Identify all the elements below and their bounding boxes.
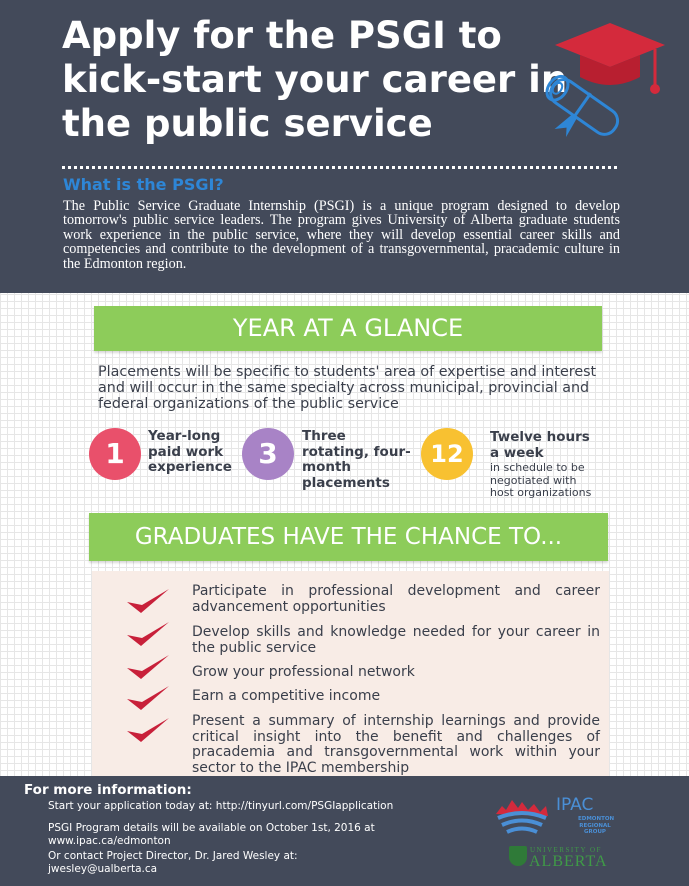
footer-heading: For more information: bbox=[24, 782, 192, 798]
footer-details-line: PSGI Program details will be available on October 1st, 2016 at www.ipac.ca/edmonton bbox=[48, 822, 375, 847]
placements-text: Placements will be specific to students' area of expertise and interest and will occur in the same specialty across municipal, provincial and federal organizations of the public service bbox=[98, 364, 597, 412]
university-of-label: UNIVERSITY OF bbox=[530, 846, 602, 854]
stat-title-3: Twelve hours a week bbox=[490, 429, 590, 461]
checkmark-icon bbox=[125, 620, 171, 650]
ipac-name: IPAC bbox=[556, 795, 594, 815]
alberta-label: ALBERTA bbox=[529, 853, 608, 870]
what-is-body: The Public Service Graduate Internship (PSGI) is a unique program designed to develop tomorrow's public service leaders. The program gives University of Alberta graduate students work experience in the public service, where they will develop essential career skills and competencies and contribute to the development of a transgovernmental, pracademic culture in the Edmonton region. bbox=[63, 198, 620, 272]
checkmark-icon bbox=[125, 587, 171, 617]
checkmark-icon bbox=[125, 684, 171, 714]
ipac-logo bbox=[492, 794, 552, 838]
stat-title-1: Year-long paid work experience bbox=[148, 428, 232, 475]
footer-application-line: Start your application today at: http://tinyurl.com/PSGIapplication bbox=[48, 800, 394, 812]
stat-circle-1: 1 bbox=[89, 428, 141, 480]
stat-title-2: Three rotating, four-month placements bbox=[302, 428, 411, 491]
chance-banner: GRADUATES HAVE THE CHANCE TO... bbox=[89, 513, 608, 561]
chance-item: Earn a competitive income bbox=[192, 688, 381, 704]
footer-contact-line: Or contact Project Director, Dr. Jared Wesley at: jwesley@ualberta.ca bbox=[48, 850, 298, 875]
year-at-a-glance-banner: YEAR AT A GLANCE bbox=[94, 306, 602, 351]
what-is-heading: What is the PSGI? bbox=[63, 175, 224, 194]
checkmark-icon bbox=[125, 716, 171, 746]
chance-item: Develop skills and knowledge needed for your career in the public service bbox=[192, 624, 600, 656]
stat-circle-2: 3 bbox=[242, 428, 294, 480]
graduation-cap-and-diploma-icon bbox=[525, 15, 675, 165]
dotted-divider bbox=[62, 166, 617, 169]
checkmark-icon bbox=[125, 653, 171, 683]
stat-sub-3: in schedule to be negotiated with host organizations bbox=[490, 461, 592, 499]
university-of-alberta-crest-icon bbox=[509, 846, 527, 866]
ipac-subtitle: EDMONTON REGIONAL GROUP bbox=[578, 816, 615, 835]
page-title: Apply for the PSGI to kick-start your career in the public service bbox=[62, 14, 568, 145]
stat-circle-3: 12 bbox=[421, 428, 473, 480]
chance-item: Present a summary of internship learnings and provide critical insight into the benefit and challenges of pracademia and transgovernmental work within your sector to the IPAC membership bbox=[192, 713, 600, 776]
chance-item: Grow your professional network bbox=[192, 664, 415, 680]
chance-item: Participate in professional development and career advancement opportunities bbox=[192, 583, 600, 615]
